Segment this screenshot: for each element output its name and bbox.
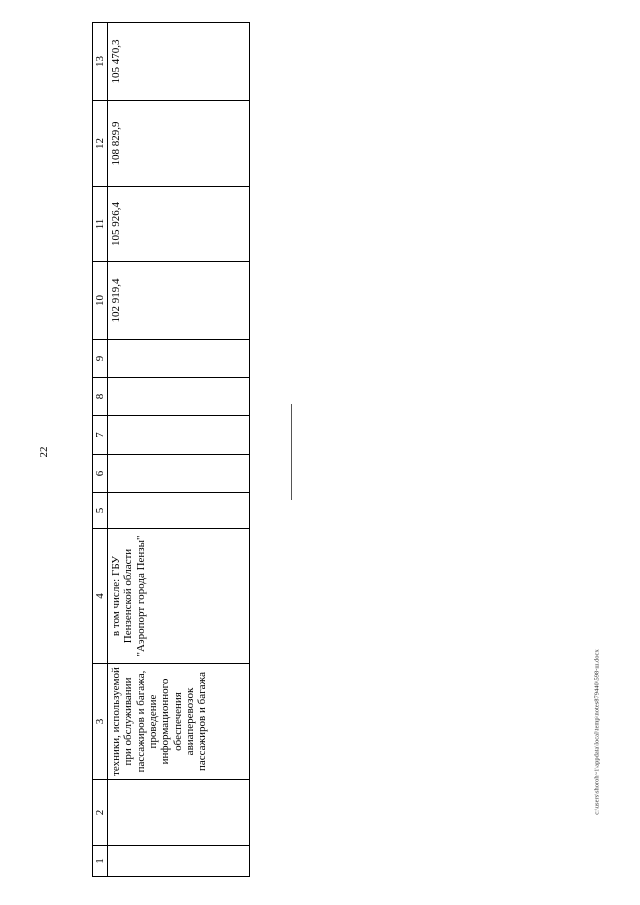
cell-value-col-10: 102 919,4	[108, 262, 250, 340]
divider-line	[291, 404, 292, 500]
header-cell-10: 10	[93, 262, 108, 340]
cell-col-1	[108, 846, 250, 877]
header-cell-7: 7	[93, 416, 108, 455]
header-cell-8: 8	[93, 378, 108, 416]
cell-value-col-13: 105 470,3	[108, 23, 250, 101]
cell-col-6	[108, 455, 250, 493]
page-number: 22	[38, 446, 50, 458]
table-frame	[92, 23, 250, 877]
cell-col-7	[108, 416, 250, 455]
rotated-table-wrapper	[92, 23, 250, 877]
budget-table	[92, 22, 250, 877]
header-cell-13: 13	[93, 23, 108, 101]
header-cell-3: 3	[93, 664, 108, 780]
table-header-row	[93, 23, 108, 877]
cell-col-8	[108, 378, 250, 416]
table-row	[108, 23, 250, 877]
header-cell-6: 6	[93, 455, 108, 493]
header-cell-2: 2	[93, 780, 108, 846]
header-cell-9: 9	[93, 340, 108, 378]
header-cell-5: 5	[93, 493, 108, 529]
cell-col-5	[108, 493, 250, 529]
header-cell-12: 12	[93, 101, 108, 187]
file-path-footer: c:\users\shoroh~1\appdata\local\temp\notes879440\598-ш.docx	[593, 649, 601, 815]
cell-value-col-12: 108 829,9	[108, 101, 250, 187]
cell-description: техники, используемой при обслуживании пассажиров и багажа, проведение информационного обеспечения авиаперевозок пассажиров и багажа	[108, 664, 250, 780]
cell-value-col-11: 105 926,4	[108, 187, 250, 262]
header-cell-1: 1	[93, 846, 108, 877]
cell-col-9	[108, 340, 250, 378]
cell-col-2	[108, 780, 250, 846]
header-cell-11: 11	[93, 187, 108, 262]
header-cell-4: 4	[93, 529, 108, 664]
cell-subtotal-label: в том числе: ГБУ Пензенской области "Аэропорт города Пензы"	[108, 529, 250, 664]
